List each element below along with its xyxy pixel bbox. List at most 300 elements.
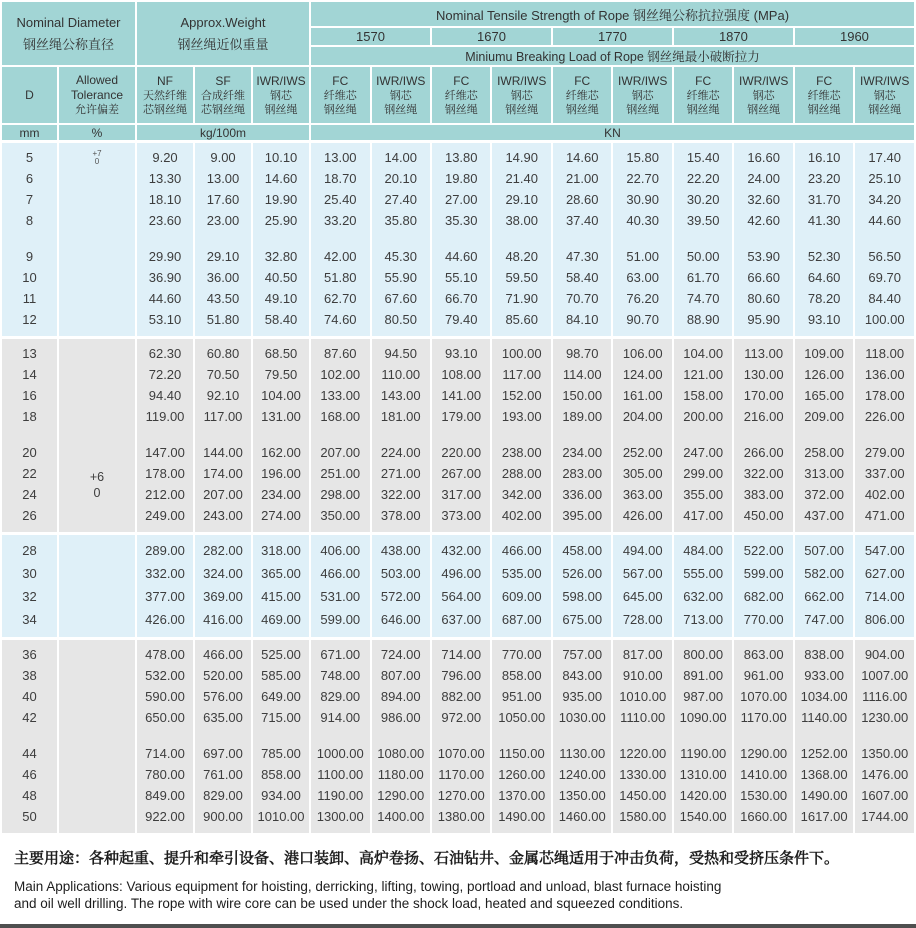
- value-cell: 471.00: [854, 505, 915, 534]
- value-cell: 9.20: [136, 142, 194, 169]
- grade-1770: 1770: [552, 27, 673, 46]
- value-cell: 31.70: [794, 189, 854, 210]
- header-approx-weight: [136, 1, 310, 66]
- nominal-diameter-en: Nominal Diameter: [16, 15, 121, 30]
- value-cell: 40.30: [612, 210, 672, 231]
- table-row-d-8: [1, 210, 915, 231]
- value-cell: 45.30: [371, 246, 431, 267]
- col-fc-1770-line3: 钢丝绳: [565, 103, 599, 116]
- value-cell: 507.00: [794, 534, 854, 563]
- col-iwr-1870: [733, 66, 793, 124]
- value-cell: 55.90: [371, 267, 431, 288]
- value-cell: 1290.00: [733, 743, 793, 764]
- tolerance-value: [59, 150, 135, 166]
- value-cell: 1010.00: [612, 686, 672, 707]
- diameter-cell: 8: [1, 210, 58, 231]
- value-cell: 80.60: [733, 288, 793, 309]
- value-cell: 141.00: [431, 385, 491, 406]
- value-cell: 179.00: [431, 406, 491, 427]
- table-row-d-38: [1, 665, 915, 686]
- value-cell: 247.00: [673, 442, 733, 463]
- tolerance-upper: +6: [89, 470, 105, 484]
- value-cell: 1490.00: [794, 785, 854, 806]
- value-cell: 503.00: [371, 562, 431, 585]
- spacer-cell: [673, 728, 733, 743]
- col-fc-1960-line3: 钢丝绳: [807, 103, 841, 116]
- value-cell: 369.00: [194, 585, 252, 608]
- col-iwr-1870-line2: 钢芯: [752, 89, 775, 102]
- col-fc-1670-line1: FC: [453, 73, 470, 88]
- grade-1670: 1670: [431, 27, 552, 46]
- value-cell: 1350.00: [552, 785, 612, 806]
- value-cell: 143.00: [371, 385, 431, 406]
- value-cell: 110.00: [371, 364, 431, 385]
- value-cell: 68.50: [252, 338, 310, 365]
- value-cell: 27.40: [371, 189, 431, 210]
- diameter-cell: 9: [1, 246, 58, 267]
- value-cell: 282.00: [194, 534, 252, 563]
- diameter-cell: 36: [1, 639, 58, 666]
- table-row-d-11: [1, 288, 915, 309]
- spacer-cell: [194, 231, 252, 246]
- spacer-cell: [252, 231, 310, 246]
- table-row-d-48: [1, 785, 915, 806]
- value-cell: 922.00: [136, 806, 194, 833]
- main-applications-zh: 主要用途：各种起重、提升和牵引设备、港口装卸、高炉卷扬、石油钻井、金属芯绳适用于冲击负荷，受热和受挤压条件下。: [14, 850, 840, 867]
- value-cell: 728.00: [612, 608, 672, 639]
- value-cell: 9.00: [194, 142, 252, 169]
- value-cell: 891.00: [673, 665, 733, 686]
- value-cell: 216.00: [733, 406, 793, 427]
- col-tolerance-line1: Allowed: [75, 73, 119, 87]
- value-cell: 796.00: [431, 665, 491, 686]
- spacer-cell: [552, 427, 612, 442]
- value-cell: 935.00: [552, 686, 612, 707]
- table-row-d-26: [1, 505, 915, 534]
- value-cell: 417.00: [673, 505, 733, 534]
- value-cell: 90.70: [612, 309, 672, 338]
- value-cell: 22.70: [612, 168, 672, 189]
- col-fc-1670-line2: 纤维芯: [444, 89, 478, 102]
- diameter-cell: 34: [1, 608, 58, 639]
- value-cell: 49.10: [252, 288, 310, 309]
- value-cell: 1090.00: [673, 707, 733, 728]
- value-cell: 109.00: [794, 338, 854, 365]
- diameter-cell: 12: [1, 309, 58, 338]
- unit-weight: kg/100m: [136, 124, 310, 142]
- col-fc-1670-line3: 钢丝绳: [444, 103, 478, 116]
- diameter-cell: 18: [1, 406, 58, 427]
- value-cell: 32.80: [252, 246, 310, 267]
- col-iwr-1770-line2: 钢芯: [631, 89, 654, 102]
- col-nf-zh1: 天然纤维: [143, 89, 188, 102]
- table-row-d-9: [1, 246, 915, 267]
- value-cell: 807.00: [371, 665, 431, 686]
- value-cell: 416.00: [194, 608, 252, 639]
- col-fc-1770: [552, 66, 612, 124]
- value-cell: 60.80: [194, 338, 252, 365]
- value-cell: 51.00: [612, 246, 672, 267]
- diameter-cell: 11: [1, 288, 58, 309]
- value-cell: 675.00: [552, 608, 612, 639]
- value-cell: 18.10: [136, 189, 194, 210]
- value-cell: 1460.00: [552, 806, 612, 833]
- value-cell: 152.00: [491, 385, 551, 406]
- diameter-cell: 26: [1, 505, 58, 534]
- tolerance-lower: 0: [94, 157, 100, 166]
- spacer-cell: [612, 231, 672, 246]
- footer: [0, 833, 916, 928]
- value-cell: 59.50: [491, 267, 551, 288]
- value-cell: 15.80: [612, 142, 672, 169]
- table-row-d-40: [1, 686, 915, 707]
- col-tolerance: [58, 66, 136, 124]
- table-row-d-22: [1, 463, 915, 484]
- col-fc-1570-line1: FC: [332, 73, 349, 88]
- value-cell: 532.00: [136, 665, 194, 686]
- value-cell: 1170.00: [733, 707, 793, 728]
- value-cell: 305.00: [612, 463, 672, 484]
- value-cell: 332.00: [136, 562, 194, 585]
- spacer-cell: [854, 728, 915, 743]
- value-cell: 961.00: [733, 665, 793, 686]
- value-cell: 117.00: [491, 364, 551, 385]
- spacer-cell: [794, 728, 854, 743]
- value-cell: 161.00: [612, 385, 672, 406]
- diameter-cell: 32: [1, 585, 58, 608]
- value-cell: 650.00: [136, 707, 194, 728]
- header-row-titles: [1, 1, 915, 27]
- tolerance-lower: 0: [93, 486, 101, 500]
- value-cell: 526.00: [552, 562, 612, 585]
- value-cell: 43.50: [194, 288, 252, 309]
- value-cell: 714.00: [136, 743, 194, 764]
- spacer-cell: [194, 728, 252, 743]
- spacer-cell: [854, 231, 915, 246]
- value-cell: 17.60: [194, 189, 252, 210]
- col-iwr-1670-line1: IWR/IWS: [497, 73, 547, 88]
- value-cell: 243.00: [194, 505, 252, 534]
- value-cell: 224.00: [371, 442, 431, 463]
- value-cell: 207.00: [194, 484, 252, 505]
- value-cell: 572.00: [371, 585, 431, 608]
- value-cell: 36.00: [194, 267, 252, 288]
- value-cell: 426.00: [612, 505, 672, 534]
- value-cell: 336.00: [552, 484, 612, 505]
- value-cell: 48.20: [491, 246, 551, 267]
- diameter-cell: 42: [1, 707, 58, 728]
- value-cell: 1370.00: [491, 785, 551, 806]
- value-cell: 378.00: [371, 505, 431, 534]
- spacer-cell: [431, 231, 491, 246]
- value-cell: 40.50: [252, 267, 310, 288]
- value-cell: 79.50: [252, 364, 310, 385]
- value-cell: 168.00: [310, 406, 370, 427]
- col-sf: [194, 66, 252, 124]
- col-fc-1870: [673, 66, 733, 124]
- col-nf-zh2: 芯钢丝绳: [143, 103, 188, 116]
- value-cell: 567.00: [612, 562, 672, 585]
- value-cell: 94.50: [371, 338, 431, 365]
- diameter-cell: 50: [1, 806, 58, 833]
- value-cell: 713.00: [673, 608, 733, 639]
- value-cell: 98.70: [552, 338, 612, 365]
- col-tolerance-line3: 允许偏差: [75, 104, 119, 116]
- value-cell: 13.30: [136, 168, 194, 189]
- value-cell: 1000.00: [310, 743, 370, 764]
- value-cell: 748.00: [310, 665, 370, 686]
- value-cell: 576.00: [194, 686, 252, 707]
- value-cell: 671.00: [310, 639, 370, 666]
- spacer-cell: [794, 231, 854, 246]
- value-cell: 131.00: [252, 406, 310, 427]
- value-cell: 158.00: [673, 385, 733, 406]
- value-cell: 200.00: [673, 406, 733, 427]
- value-cell: 904.00: [854, 639, 915, 666]
- value-cell: 147.00: [136, 442, 194, 463]
- value-cell: 100.00: [491, 338, 551, 365]
- value-cell: 38.00: [491, 210, 551, 231]
- value-cell: 972.00: [431, 707, 491, 728]
- value-cell: 1350.00: [854, 743, 915, 764]
- value-cell: 124.00: [612, 364, 672, 385]
- spacer-cell: [1, 728, 58, 743]
- value-cell: 406.00: [310, 534, 370, 563]
- value-cell: 10.10: [252, 142, 310, 169]
- value-cell: 181.00: [371, 406, 431, 427]
- value-cell: 355.00: [673, 484, 733, 505]
- diameter-cell: 5: [1, 142, 58, 169]
- header-row-units: [1, 124, 915, 142]
- value-cell: 1220.00: [612, 743, 672, 764]
- value-cell: 682.00: [733, 585, 793, 608]
- table-row-d-28: [1, 534, 915, 563]
- spacer-cell: [491, 728, 551, 743]
- col-iwr-1870-line3: 钢丝绳: [747, 103, 781, 116]
- value-cell: 234.00: [552, 442, 612, 463]
- tolerance-value: [59, 469, 135, 501]
- value-cell: 1190.00: [310, 785, 370, 806]
- diameter-cell: 16: [1, 385, 58, 406]
- value-cell: 23.00: [194, 210, 252, 231]
- value-cell: 58.40: [252, 309, 310, 338]
- col-iwr-1770-line1: IWR/IWS: [618, 73, 668, 88]
- value-cell: 102.00: [310, 364, 370, 385]
- diameter-cell: 20: [1, 442, 58, 463]
- value-cell: 274.00: [252, 505, 310, 534]
- value-cell: 189.00: [552, 406, 612, 427]
- value-cell: 20.10: [371, 168, 431, 189]
- value-cell: 1450.00: [612, 785, 672, 806]
- value-cell: 70.70: [552, 288, 612, 309]
- value-cell: 1252.00: [794, 743, 854, 764]
- value-cell: 104.00: [252, 385, 310, 406]
- value-cell: 16.60: [733, 142, 793, 169]
- value-cell: 1100.00: [310, 764, 370, 785]
- value-cell: 100.00: [854, 309, 915, 338]
- value-cell: 1030.00: [552, 707, 612, 728]
- value-cell: 61.70: [673, 267, 733, 288]
- spacer-row: [1, 427, 915, 442]
- col-fc-1770-line2: 纤维芯: [565, 89, 599, 102]
- header-tensile-strength: Nominal Tensile Strength of Rope 钢丝绳公称抗拉强度 (MPa): [310, 1, 915, 27]
- spacer-cell: [733, 728, 793, 743]
- diameter-cell: 7: [1, 189, 58, 210]
- value-cell: 1110.00: [612, 707, 672, 728]
- value-cell: 432.00: [431, 534, 491, 563]
- value-cell: 299.00: [673, 463, 733, 484]
- spacer-cell: [310, 728, 370, 743]
- value-cell: 894.00: [371, 686, 431, 707]
- value-cell: 373.00: [431, 505, 491, 534]
- table-row-d-50: [1, 806, 915, 833]
- value-cell: 697.00: [194, 743, 252, 764]
- value-cell: 1116.00: [854, 686, 915, 707]
- value-cell: 63.00: [612, 267, 672, 288]
- spacer-cell: [733, 427, 793, 442]
- value-cell: 342.00: [491, 484, 551, 505]
- value-cell: 522.00: [733, 534, 793, 563]
- value-cell: 94.40: [136, 385, 194, 406]
- value-cell: 209.00: [794, 406, 854, 427]
- value-cell: 1380.00: [431, 806, 491, 833]
- value-cell: 687.00: [491, 608, 551, 639]
- value-cell: 800.00: [673, 639, 733, 666]
- value-cell: 289.00: [136, 534, 194, 563]
- value-cell: 28.60: [552, 189, 612, 210]
- nominal-diameter-zh: 钢丝绳公称直径: [23, 37, 115, 52]
- col-fc-1570-line3: 钢丝绳: [323, 103, 357, 116]
- value-cell: 322.00: [371, 484, 431, 505]
- value-cell: 337.00: [854, 463, 915, 484]
- value-cell: 13.00: [194, 168, 252, 189]
- value-cell: 377.00: [136, 585, 194, 608]
- value-cell: 986.00: [371, 707, 431, 728]
- value-cell: 35.80: [371, 210, 431, 231]
- value-cell: 555.00: [673, 562, 733, 585]
- value-cell: 66.70: [431, 288, 491, 309]
- spacer-cell: [552, 728, 612, 743]
- value-cell: 933.00: [794, 665, 854, 686]
- unit-percent: %: [58, 124, 136, 142]
- value-cell: 36.90: [136, 267, 194, 288]
- header-nominal-diameter: [1, 1, 136, 66]
- value-cell: 30.90: [612, 189, 672, 210]
- value-cell: 1490.00: [491, 806, 551, 833]
- col-iwr-1960-line2: 钢芯: [873, 89, 896, 102]
- value-cell: 780.00: [136, 764, 194, 785]
- value-cell: 829.00: [310, 686, 370, 707]
- diameter-cell: 44: [1, 743, 58, 764]
- value-cell: 33.20: [310, 210, 370, 231]
- diameter-cell: 38: [1, 665, 58, 686]
- value-cell: 1617.00: [794, 806, 854, 833]
- value-cell: 23.20: [794, 168, 854, 189]
- value-cell: 1260.00: [491, 764, 551, 785]
- value-cell: 1410.00: [733, 764, 793, 785]
- value-cell: 646.00: [371, 608, 431, 639]
- value-cell: 466.00: [491, 534, 551, 563]
- value-cell: 144.00: [194, 442, 252, 463]
- header-breaking-load: Miniumu Breaking Load of Rope 钢丝绳最小破断拉力: [310, 46, 915, 66]
- value-cell: 747.00: [794, 608, 854, 639]
- value-cell: 207.00: [310, 442, 370, 463]
- value-cell: 458.00: [552, 534, 612, 563]
- value-cell: 52.30: [794, 246, 854, 267]
- value-cell: 288.00: [491, 463, 551, 484]
- value-cell: 70.50: [194, 364, 252, 385]
- col-fc-1960: [794, 66, 854, 124]
- value-cell: 318.00: [252, 534, 310, 563]
- table-row-d-18: [1, 406, 915, 427]
- col-d: D: [1, 66, 58, 124]
- value-cell: 1190.00: [673, 743, 733, 764]
- table-row-d-24: [1, 484, 915, 505]
- value-cell: 1010.00: [252, 806, 310, 833]
- col-iwr-1770: [612, 66, 672, 124]
- spacer-cell: [194, 427, 252, 442]
- value-cell: 849.00: [136, 785, 194, 806]
- value-cell: 843.00: [552, 665, 612, 686]
- value-cell: 599.00: [733, 562, 793, 585]
- value-cell: 415.00: [252, 585, 310, 608]
- value-cell: 1130.00: [552, 743, 612, 764]
- value-cell: 64.60: [794, 267, 854, 288]
- value-cell: 25.40: [310, 189, 370, 210]
- value-cell: 25.90: [252, 210, 310, 231]
- value-cell: 126.00: [794, 364, 854, 385]
- table-row-d-10: [1, 267, 915, 288]
- value-cell: 35.30: [431, 210, 491, 231]
- spacer-cell: [854, 427, 915, 442]
- value-cell: 93.10: [794, 309, 854, 338]
- value-cell: 88.90: [673, 309, 733, 338]
- value-cell: 531.00: [310, 585, 370, 608]
- value-cell: 84.40: [854, 288, 915, 309]
- value-cell: 1050.00: [491, 707, 551, 728]
- value-cell: 114.00: [552, 364, 612, 385]
- value-cell: 53.90: [733, 246, 793, 267]
- value-cell: 32.60: [733, 189, 793, 210]
- spacer-cell: [794, 427, 854, 442]
- value-cell: 258.00: [794, 442, 854, 463]
- tolerance-cell: [58, 534, 136, 639]
- value-cell: 662.00: [794, 585, 854, 608]
- value-cell: 987.00: [673, 686, 733, 707]
- value-cell: 14.00: [371, 142, 431, 169]
- main-applications-en-line2: and oil well drilling. The rope with wire core can be used under the shock load, heated and squeezed conditions.: [14, 896, 684, 911]
- value-cell: 1240.00: [552, 764, 612, 785]
- value-cell: 267.00: [431, 463, 491, 484]
- value-cell: 118.00: [854, 338, 915, 365]
- value-cell: 85.60: [491, 309, 551, 338]
- value-cell: 165.00: [794, 385, 854, 406]
- value-cell: 910.00: [612, 665, 672, 686]
- value-cell: 44.60: [136, 288, 194, 309]
- value-cell: 317.00: [431, 484, 491, 505]
- value-cell: 71.90: [491, 288, 551, 309]
- value-cell: 450.00: [733, 505, 793, 534]
- value-cell: 19.80: [431, 168, 491, 189]
- value-cell: 934.00: [252, 785, 310, 806]
- value-cell: 150.00: [552, 385, 612, 406]
- value-cell: 22.20: [673, 168, 733, 189]
- value-cell: 1540.00: [673, 806, 733, 833]
- value-cell: 93.10: [431, 338, 491, 365]
- table-row-d-46: [1, 764, 915, 785]
- value-cell: 21.00: [552, 168, 612, 189]
- tolerance-cell: [58, 639, 136, 834]
